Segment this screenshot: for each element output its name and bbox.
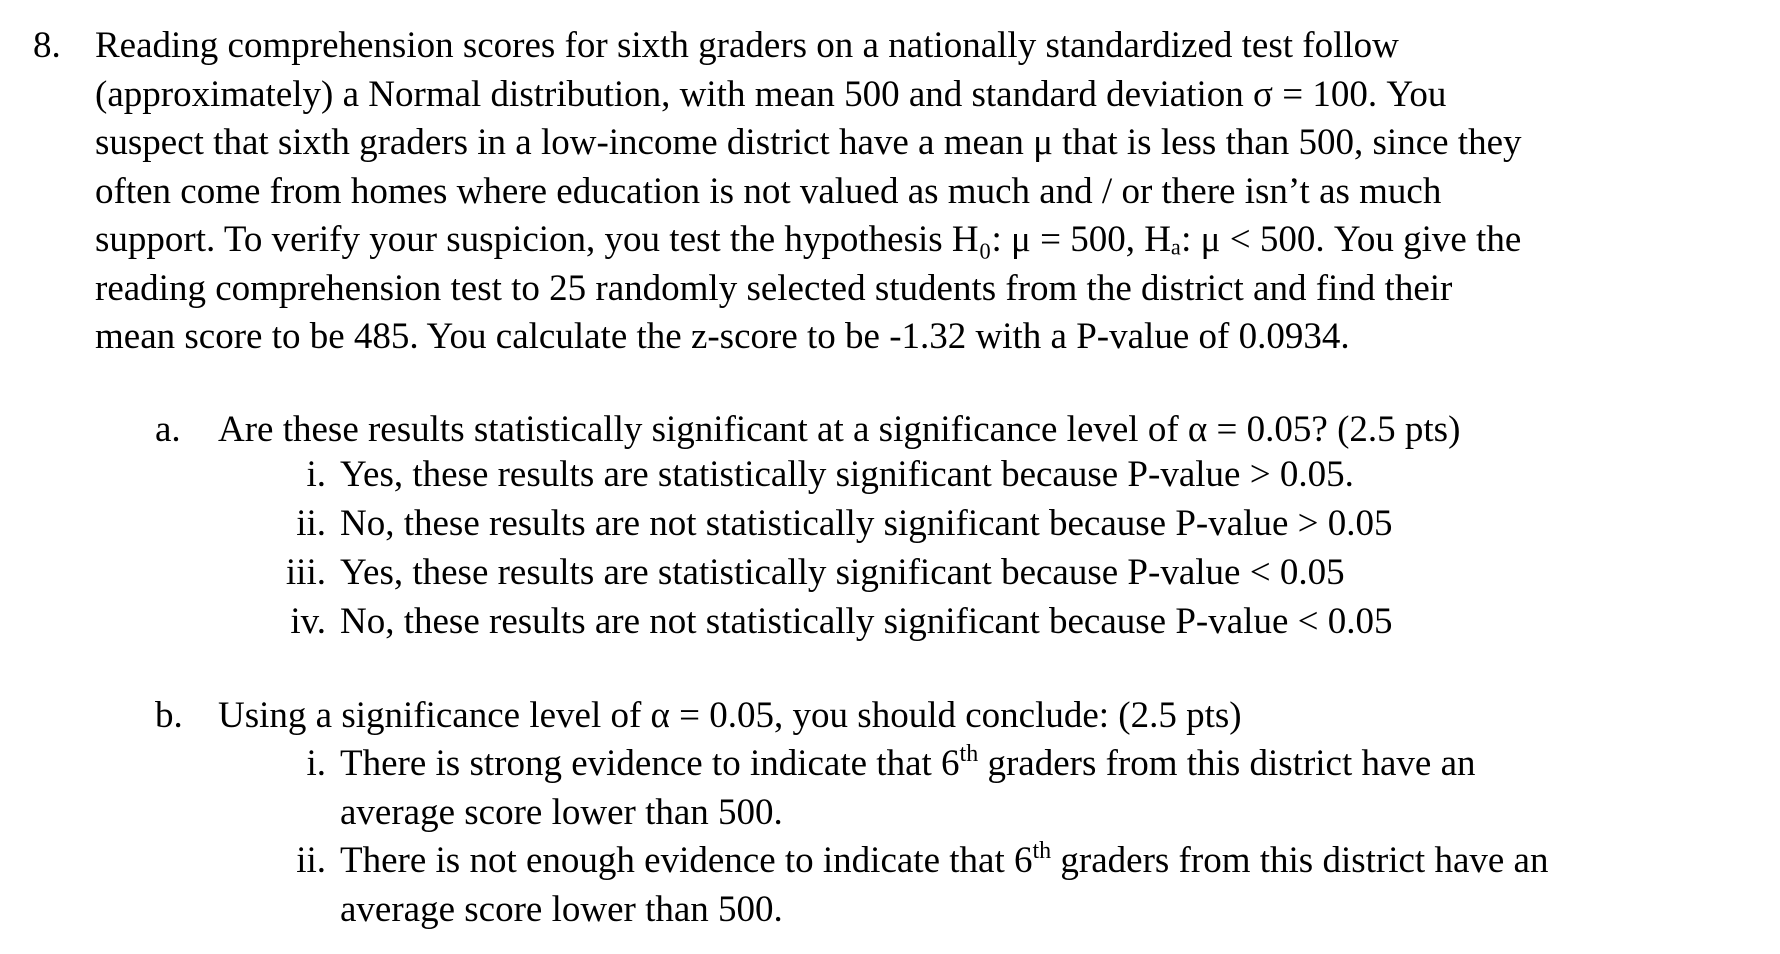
option-text-post: graders from this district have an	[1051, 840, 1549, 881]
ordinal-suffix: th	[1032, 838, 1052, 864]
stem-line: (approximately) a Normal distribution, with mean 500 and standard deviation σ = 100. You	[95, 73, 1447, 115]
part-a-option-number: iv.	[290, 601, 326, 642]
stem-line: reading comprehension test to 25 randomly selected students from the district and find their	[95, 267, 1453, 309]
question-number: 8.	[33, 25, 61, 66]
part-b-option-line2: average score lower than 500.	[340, 889, 783, 930]
part-b-option-number: i.	[306, 743, 326, 784]
part-a-option-text: Yes, these results are statistically significant because P-value > 0.05.	[340, 454, 1354, 495]
stem-line: often come from homes where education is not valued as much and / or there isn’t as much	[95, 170, 1442, 212]
stem-line: support. To verify your suspicion, you test the hypothesis H₀: μ = 500, Hₐ: μ < 500. You give the	[95, 219, 1522, 260]
part-b-option-line1	[340, 740, 1476, 788]
part-b-option-line2: average score lower than 500.	[340, 792, 783, 833]
part-a-prompt: Are these results statistically significant at a significance level of α = 0.05? (2.5 pts)	[218, 409, 1461, 450]
stem-line: suspect that sixth graders in a low-income district have a mean μ that is less than 500, since they	[95, 122, 1522, 163]
question-stem	[95, 22, 1755, 362]
part-a-option-number: i.	[306, 454, 326, 495]
part-b-prompt: Using a significance level of α = 0.05, you should conclude: (2.5 pts)	[218, 695, 1242, 736]
part-b-option-number: ii.	[296, 840, 326, 881]
option-text-post: graders from this district have an	[978, 743, 1476, 784]
option-text-pre: There is strong evidence to indicate that 6	[340, 743, 960, 784]
option-text-pre: There is not enough evidence to indicate that 6	[340, 840, 1033, 881]
part-a-option-text: Yes, these results are statistically significant because P-value < 0.05	[340, 552, 1345, 593]
stem-line: mean score to be 485. You calculate the z-score to be -1.32 with a P-value of 0.0934.	[95, 316, 1350, 357]
part-a-option-text: No, these results are not statistically significant because P-value > 0.05	[340, 503, 1393, 544]
part-b-letter: b.	[155, 695, 183, 736]
part-b-option-line1	[340, 837, 1548, 885]
part-a-option-number: iii.	[285, 552, 326, 593]
stem-line: Reading comprehension scores for sixth graders on a nationally standardized test follow	[95, 25, 1399, 66]
ordinal-suffix: th	[959, 741, 979, 767]
part-a-letter: a.	[155, 409, 181, 450]
part-a-option-number: ii.	[296, 503, 326, 544]
part-a-option-text: No, these results are not statistically significant because P-value < 0.05	[340, 601, 1393, 642]
